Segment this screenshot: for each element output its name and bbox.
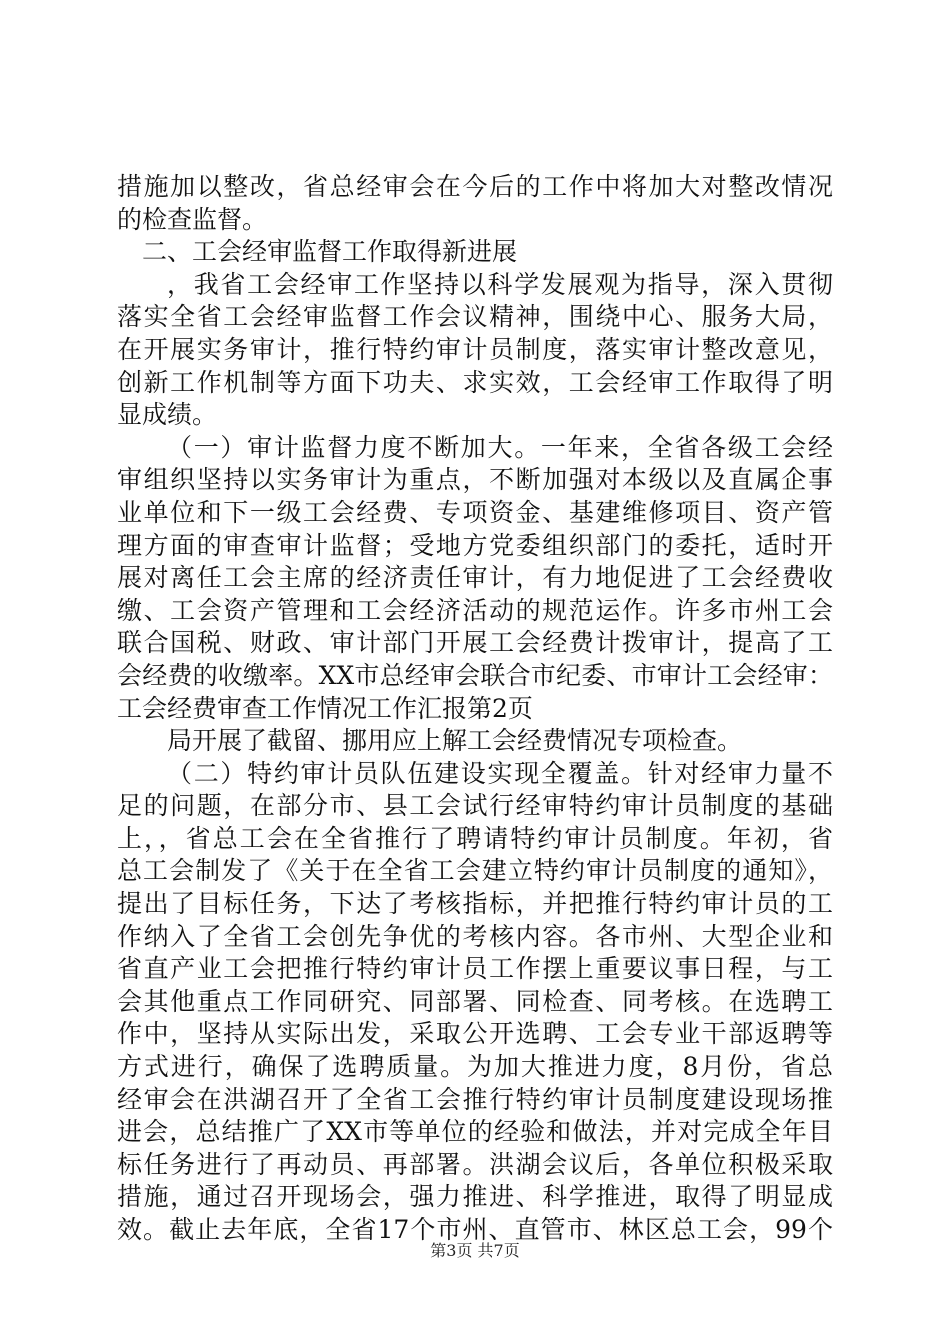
text-line: 理方面的审查审计监督；受地方党委组织部门的委托，适时开 xyxy=(117,530,833,560)
text-line: 展对离任工会主席的经济责任审计，有力地促进了工会经费收 xyxy=(117,563,833,593)
text-line: 上，，省总工会在全省推行了聘请特约审计员制度。年初，省 xyxy=(117,823,833,853)
text-line: 经审会在洪湖召开了全省工会推行特约审计员制度建设现场推 xyxy=(117,1084,833,1114)
text-line: 效。截止去年底，全省17个市州、直管市、林区总工会，99个 xyxy=(117,1215,833,1244)
text-line: 会其他重点工作同研究、同部署、同检查、同考核。在选聘工 xyxy=(117,986,833,1016)
text-line: 进会，总结推广了XX市等单位的经验和做法，并对完成全年目 xyxy=(117,1117,833,1147)
text-line: 落实全省工会经审监督工作会议精神，围绕中心、服务大局， xyxy=(117,302,833,332)
text-line: 联合国税、财政、审计部门开展工会经费计拨审计，提高了工 xyxy=(117,628,833,658)
text-line: ，我省工会经审工作坚持以科学发展观为指导，深入贯彻 xyxy=(167,269,833,299)
page-footer xyxy=(0,1241,950,1261)
page-number: 第3页 共7页 xyxy=(430,1241,520,1260)
text-line: 会经费的收缴率。XX市总经审会联合市纪委、市审计工会经审： xyxy=(117,660,833,690)
text-line: 业单位和下一级工会经费、专项资金、基建维修项目、资产管 xyxy=(117,497,833,527)
text-line: 方式进行，确保了选聘质量。为加大推进力度，8月份，省总 xyxy=(117,1052,833,1082)
text-line: 审组织坚持以实务审计为重点，不断加强对本级以及直属企事 xyxy=(117,465,833,495)
subsection-line: （一）审计监督力度不断加大。一年来，全省各级工会经 xyxy=(167,432,833,462)
text-line: 措施，通过召开现场会，强力推进、科学推进，取得了明显成 xyxy=(117,1182,833,1212)
text-line: 足的问题，在部分市、县工会试行经审特约审计员制度的基础 xyxy=(117,791,833,821)
document-body xyxy=(117,171,833,1247)
text-line: 标任务进行了再动员、再部署。洪湖会议后，各单位积极采取 xyxy=(117,1149,833,1179)
section-heading: 二、工会经审监督工作取得新进展 xyxy=(142,237,518,267)
text-line: 工会经费审查工作情况工作汇报第2页 xyxy=(117,693,533,723)
text-line: 作中，坚持从实际出发，采取公开选聘、工会专业干部返聘等 xyxy=(117,1019,833,1049)
text-line: 的检查监督。 xyxy=(117,204,268,234)
text-line: 省直产业工会把推行特约审计员工作摆上重要议事日程，与工 xyxy=(117,954,833,984)
text-line: 显成绩。 xyxy=(117,400,218,430)
text-line: 作纳入了全省工会创先争优的考核内容。各市州、大型企业和 xyxy=(117,921,833,951)
text-line: 提出了目标任务，下达了考核指标，并把推行特约审计员的工 xyxy=(117,889,833,919)
text-line: 局开展了截留、挪用应上解工会经费情况专项检查。 xyxy=(167,726,743,756)
text-line: 创新工作机制等方面下功夫、求实效，工会经审工作取得了明 xyxy=(117,367,833,397)
text-line: 在开展实务审计，推行特约审计员制度，落实审计整改意见， xyxy=(117,334,833,364)
text-line: 措施加以整改，省总经审会在今后的工作中将加大对整改情况 xyxy=(117,172,833,201)
text-line: 缴、工会资产管理和工会经济活动的规范运作。许多市州工会 xyxy=(117,595,833,625)
subsection-line: （二）特约审计员队伍建设实现全覆盖。针对经审力量不 xyxy=(167,758,833,788)
text-line: 总工会制发了《关于在全省工会建立特约审计员制度的通知》， xyxy=(117,856,833,886)
